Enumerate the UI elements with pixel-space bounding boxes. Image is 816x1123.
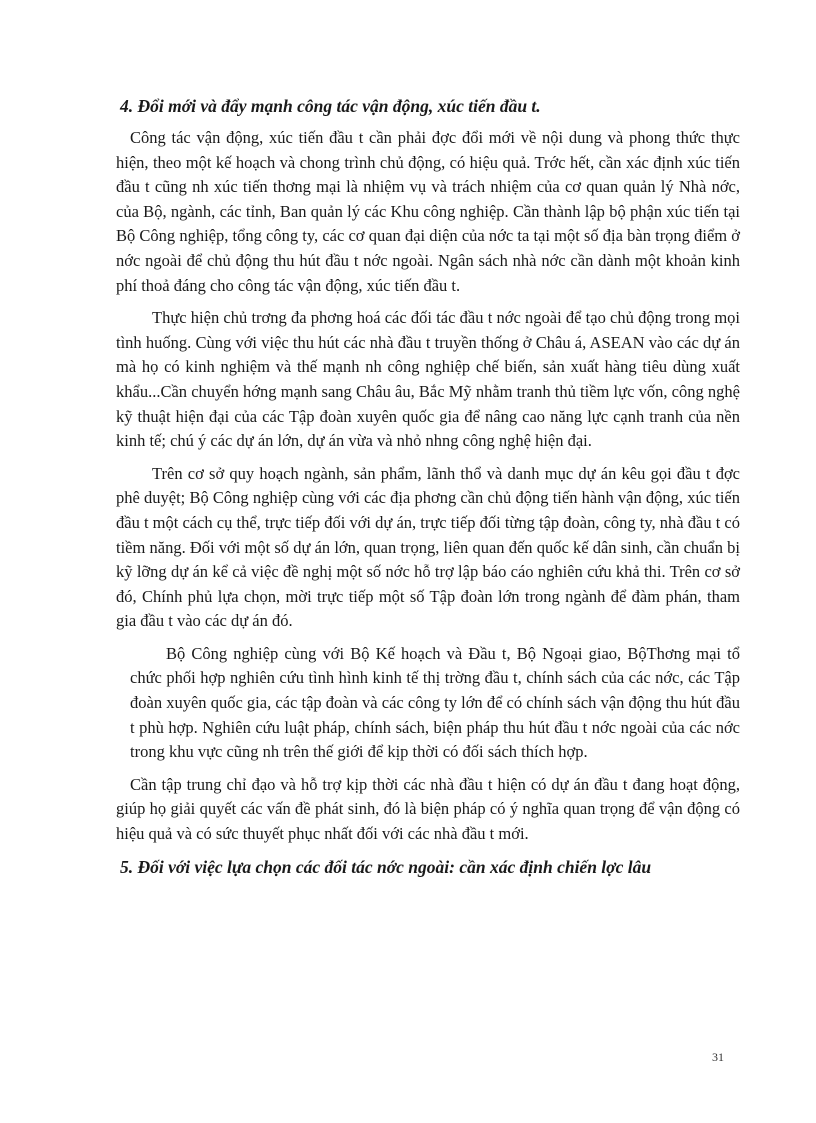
paragraph-1: Công tác vận động, xúc tiến đầu t cần phải đợc đổi mới về nội dung và phong thức thực hiện, theo một kế hoạch và chong trình chủ động, có hiệu quả. Trớc hết, cần xác định xúc tiến đầu t cũng nh xúc tiến thơng mại là nhiệm vụ và trách nhiệm của cơ quan quản lý Nhà nớc, của Bộ, ngành, các tỉnh, Ban quản lý các Khu công nghiệp. Cần thành lập bộ phận xúc tiến tại Bộ Công nghiệp, tổng công ty, các cơ quan đại diện của nớc ta tại một số địa bàn trọng điểm ở nớc ngoài để chủ động thu hút đầu t nớc ngoài. Ngân sách nhà nớc cần dành một khoản kinh phí thoả đáng cho công tác vận động, xúc tiến đầu t. [116, 128, 740, 295]
paragraph-5: Cần tập trung chỉ đạo và hỗ trợ kịp thời các nhà đầu t hiện có dự án đầu t đang hoạt động, giúp họ giải quyết các vấn đề phát sinh, đó là biện pháp có ý nghĩa quan trọng để vận động có hiệu quả và có sức thuyết phục nhất đối với các nhà đầu t mới. [116, 774, 740, 844]
paragraph-3: Trên cơ sở quy hoạch ngành, sản phẩm, lãnh thổ và danh mục dự án kêu gọi đầu t đợc phê duyệt; Bộ Công nghiệp cùng với các địa phơng cần chủ động tiến hành vận động, xúc tiến đầu t một cách cụ thể, trực tiếp đối với dự án, trực tiếp đối từng tập đoàn, công ty, nhà đầu t có tiềm năng. Đối với một số dự án lớn, quan trọng, liên quan đến quốc kế dân sinh, cần chuẩn bị kỹ lỡng dự án kể cả việc đề nghị một số nớc hỗ trợ lập báo cáo nghiên cứu khả thi. Trên cơ sở đó, Chính phủ lựa chọn, mời trực tiếp một số Tập đoàn lớn trong ngành để đàm phán, tham gia đầu t vào các dự án đó. [116, 463, 740, 631]
section-4-heading: 4. Đổi mới và đẩy mạnh công tác vận động, xúc tiến đầu t. [120, 96, 541, 116]
paragraph-2: Thực hiện chủ trơng đa phơng hoá các đối tác đầu t nớc ngoài để tạo chủ động trong mọi tình huống. Cùng với việc thu hút các nhà đầu t truyền thống ở Châu á, ASEAN vào các dự án mà họ có kinh nghiệm và thế mạnh nh công nghiệp chế biến, sản xuất hàng tiêu dùng xuất khẩu...Cần chuyển hớng mạnh sang Châu âu, Bắc Mỹ nhằm tranh thủ tiềm lực vốn, công nghệ kỹ thuật hiện đại của các Tập đoàn xuyên quốc gia để nâng cao năng lực cạnh tranh của nền kinh tế; chú ý các dự án lớn, dự án vừa và nhỏ nhng công nghệ hiện đại. [116, 308, 740, 451]
document-page [116, 94, 740, 887]
paragraph-4: Bộ Công nghiệp cùng với Bộ Kế hoạch và Đầu t, Bộ Ngoại giao, BộThơng mại tổ chức phối hợp nghiên cứu tình hình kinh tế thị trờng đầu t, chính sách của các nớc, các Tập đoàn xuyên quốc gia, các tập đoàn và các công ty lớn để có chính sách vận động thu hút đầu t phù hợp. Nghiên cứu luật pháp, chính sách, biện pháp thu hút đầu t nớc ngoài của các nớc trong khu vực cũng nh trên thế giới để kịp thời có đối sách thích hợp. [130, 643, 740, 762]
page-number: 31 [712, 1050, 724, 1064]
section-5-heading: 5. Đối với việc lựa chọn các đối tác nớc ngoài: cần xác định chiến lợc lâu [120, 856, 652, 877]
